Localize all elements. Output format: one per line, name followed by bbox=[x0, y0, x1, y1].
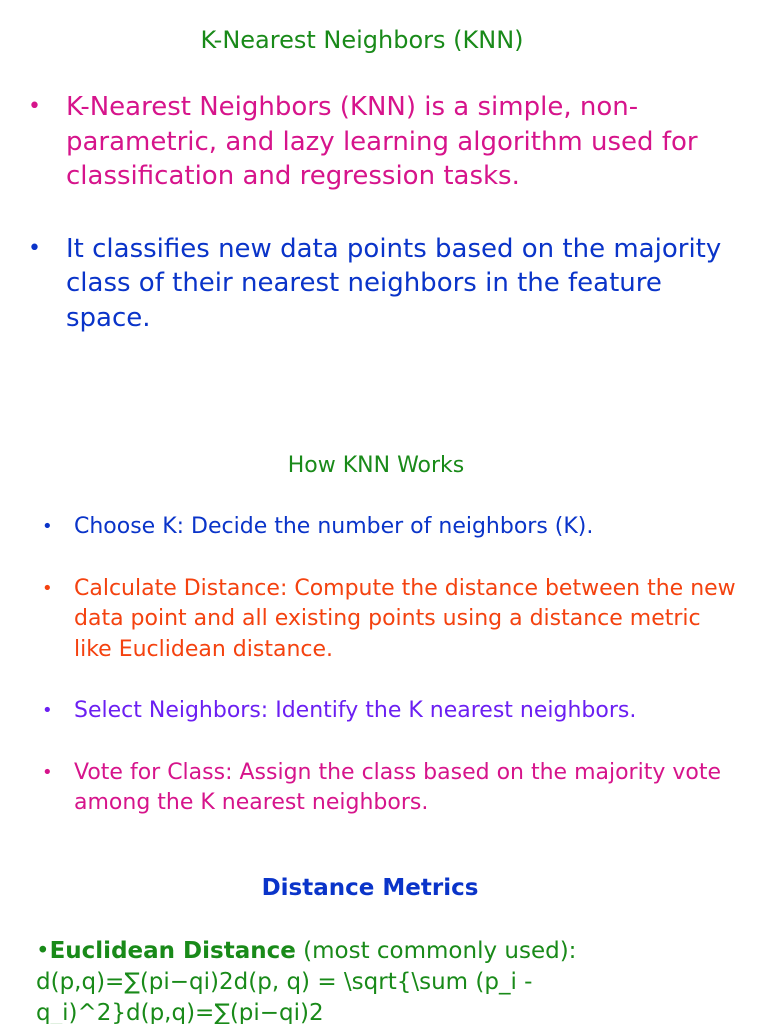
step-item bbox=[42, 512, 742, 543]
intro-bullet bbox=[28, 90, 748, 194]
section-title: How KNN Works bbox=[287, 453, 465, 478]
metrics-heading: Distance Metrics bbox=[261, 875, 479, 901]
steps-list bbox=[42, 512, 742, 862]
metric-formula: d(p,q)=∑(pi−qi)2d(p, q) = \sqrt{\sum (p_i - q_i)^2}d(p,q)=∑(pi−qi)2 bbox=[36, 969, 533, 1024]
bullet-dot-icon: • bbox=[42, 700, 53, 721]
step-text: Vote for Class: Assign the class based on the majority vote among the K nearest neighbors. bbox=[74, 759, 721, 815]
step-text: Calculate Distance: Compute the distance between the new data point and all existing points using a distance metric like Euclidean distance. bbox=[74, 575, 736, 662]
step-text: Choose K: Decide the number of neighbors (K). bbox=[74, 514, 594, 539]
metric-bullet: • bbox=[36, 938, 50, 964]
intro-bullet-list bbox=[28, 90, 748, 335]
metric-name: Euclidean Distance bbox=[49, 938, 296, 964]
intro-bullet-text: K-Nearest Neighbors (KNN) is a simple, non-parametric, and lazy learning algorithm used for classification and regression tasks. bbox=[66, 92, 698, 191]
bullet-dot-icon: • bbox=[28, 235, 41, 261]
bullet-dot-icon: • bbox=[42, 577, 53, 599]
step-text: Select Neighbors: Identify the K nearest neighbors. bbox=[74, 698, 637, 723]
step-item bbox=[42, 758, 742, 819]
bullet-dot-icon: • bbox=[42, 761, 53, 783]
intro-bullet bbox=[28, 232, 748, 336]
bullet-dot-icon: • bbox=[28, 94, 41, 119]
page-title: K-Nearest Neighbors (KNN) bbox=[200, 26, 524, 54]
bullet-dot-icon: • bbox=[42, 516, 53, 537]
step-item bbox=[42, 696, 742, 727]
metric-note: (most commonly used): bbox=[295, 938, 577, 964]
step-item bbox=[42, 574, 742, 666]
intro-bullet-text: It classifies new data points based on the majority class of their nearest neighbors in the feature space. bbox=[66, 233, 722, 333]
metric-block bbox=[36, 936, 736, 1024]
